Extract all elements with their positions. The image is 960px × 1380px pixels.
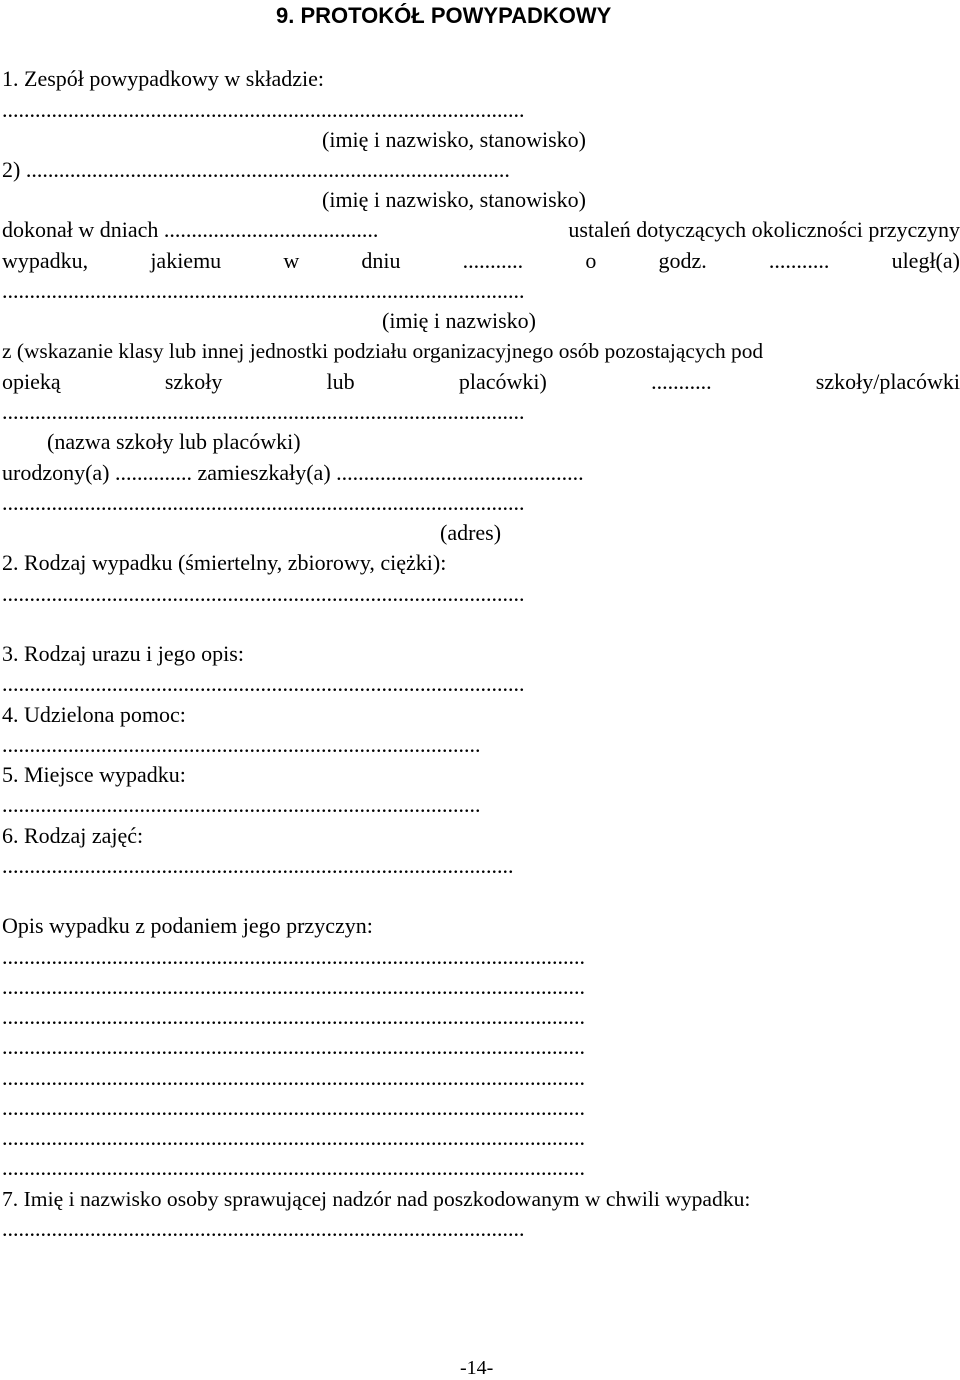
accident-word: dniu [361, 248, 401, 273]
fill-line-description: .......................................................................................................... [2, 944, 585, 969]
note-member-2: (imię i nazwisko, stanowisko) [322, 187, 586, 212]
class-line: z (wskazanie klasy lub innej jednostki podziału organizacyjnego osób pozostających pod [2, 339, 764, 363]
fill-line-place: ....................................................................................... [2, 792, 481, 817]
fill-line-description: .......................................................................................................... [2, 1125, 585, 1150]
care-word: szkoły [164, 369, 223, 394]
care-line [2, 369, 960, 395]
document-title: 9. PROTOKÓŁ POWYPADKOWY [276, 3, 612, 28]
care-word: lub [326, 369, 355, 394]
accident-word: godz. [658, 248, 707, 273]
fill-line-help: ....................................................................................... [2, 732, 481, 757]
activity-heading: 6. Rodzaj zajęć: [2, 823, 144, 848]
fill-line-school: ............................................................................................... [2, 399, 525, 424]
accident-type-heading: 2. Rodzaj wypadku (śmiertelny, zbiorowy, ciężki): [2, 550, 447, 575]
place-heading: 5. Miejsce wypadku: [2, 762, 186, 787]
fill-line-address: ............................................................................................... [2, 490, 525, 515]
description-heading: Opis wypadku z podaniem jego przyczyn: [2, 913, 373, 938]
accident-date-blank: ........... [462, 248, 524, 273]
fill-line-description: .......................................................................................................... [2, 1065, 585, 1090]
accident-word: uległ(a) [891, 248, 960, 273]
team-heading: 1. Zespół powypadkowy w składzie: [2, 66, 324, 91]
fill-line-supervisor: ............................................................................................... [2, 1216, 525, 1241]
accident-time-blank: ........... [768, 248, 830, 273]
fill-line-victim-name: ............................................................................................... [2, 278, 525, 303]
care-blank: ........... [651, 369, 712, 394]
fill-line-team-member-1: ............................................................................................... [2, 97, 525, 122]
accident-word: wypadku, [2, 248, 89, 273]
injury-heading: 3. Rodzaj urazu i jego opis: [2, 641, 244, 666]
dates-left: dokonał w dniach ....................................... [2, 217, 379, 242]
dates-line [2, 217, 960, 243]
fill-line-accident-type: ............................................................................................... [2, 581, 525, 606]
fill-line-injury: ............................................................................................... [2, 671, 525, 696]
fill-line-description: .......................................................................................................... [2, 1095, 585, 1120]
fill-line-description: .......................................................................................................... [2, 974, 585, 999]
accident-word: w [283, 248, 300, 273]
accident-word: o [585, 248, 597, 273]
care-word: szkoły/placówki [815, 369, 960, 394]
fill-line-description: .......................................................................................................... [2, 1155, 585, 1180]
fill-line-description: .......................................................................................................... [2, 1034, 585, 1059]
dates-right: ustaleń dotyczących okoliczności przyczyny [568, 217, 960, 242]
fill-line-description: .......................................................................................................... [2, 1004, 585, 1029]
supervisor-heading: 7. Imię i nazwisko osoby sprawującej nadzór nad poszkodowanym w chwili wypadku: [2, 1187, 751, 1211]
note-address: (adres) [440, 520, 502, 545]
accident-word: jakiemu [150, 248, 222, 273]
accident-line [2, 248, 960, 274]
born-line: urodzony(a) .............. zamieszkały(a) ............................................. [2, 460, 584, 485]
care-word: opieką [2, 369, 61, 394]
note-victim-name: (imię i nazwisko) [382, 308, 536, 333]
note-school: (nazwa szkoły lub placówki) [47, 429, 301, 454]
page-number: -14- [460, 1357, 494, 1379]
fill-line-team-member-2: 2) ........................................................................................ [2, 157, 510, 182]
fill-line-activity: ............................................................................................. [2, 853, 514, 878]
care-word: placówki) [458, 369, 547, 394]
note-member-1: (imię i nazwisko, stanowisko) [322, 127, 586, 152]
help-heading: 4. Udzielona pomoc: [2, 702, 186, 727]
